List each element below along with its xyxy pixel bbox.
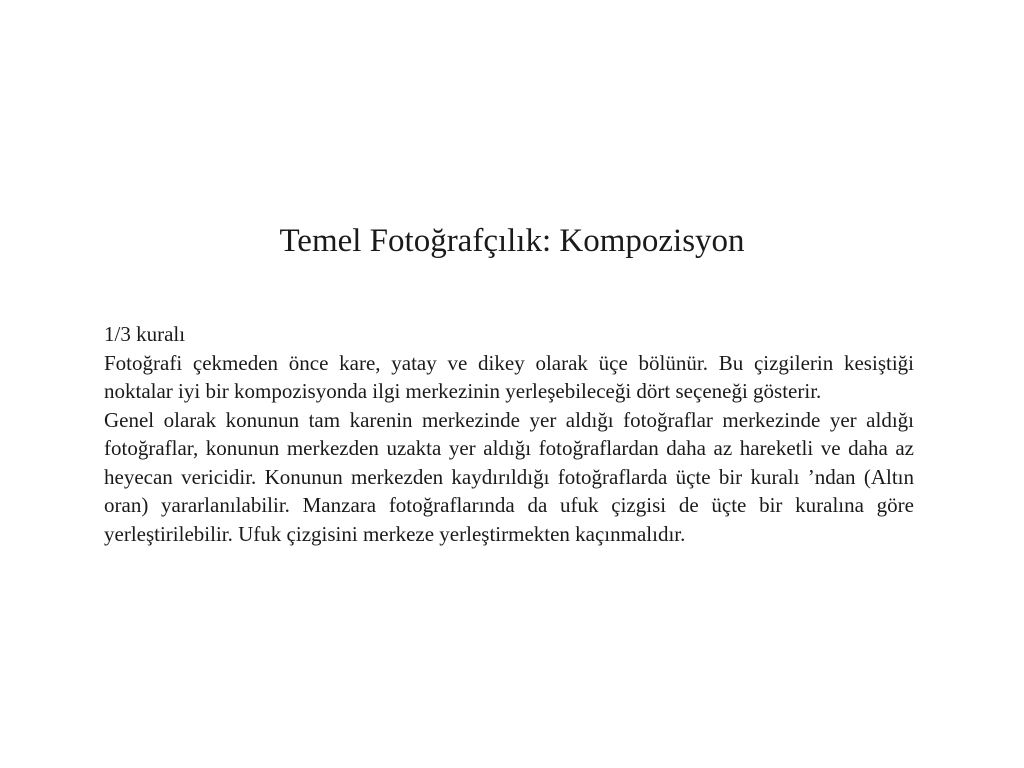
slide-body [104,320,914,548]
slide-title: Temel Fotoğrafçılık: Kompozisyon [279,223,745,259]
paragraph-general-composition: Genel olarak konunun tam karenin merkezinde yer aldığı fotoğraflar merkezinde yer aldığı fotoğraflar, konunun merkezden uzakta yer aldığı fotoğraflardan daha az hareketli ve daha az heyecan vericidir. Konunun merkezden kaydırıldığı fotoğraflarda üçte bir kuralı ’ndan (Altın oran) yararlanılabilir. Manzara fotoğraflarında da ufuk çizgisi de üçte bir kuralına göre yerleştirilebilir. Ufuk çizgisini merkeze yerleştirmekten kaçınmalıdır. [104,407,914,546]
rule-heading: 1/3 kuralı [104,322,186,346]
paragraph-rule-explanation: Fotoğrafi çekmeden önce kare, yatay ve dikey olarak üçe bölünür. Bu çizgilerin kesiştiği noktalar iyi bir kompozisyonda ilgi merkezinin yerleşebileceği dört seçeneği gösterir. [104,350,914,403]
